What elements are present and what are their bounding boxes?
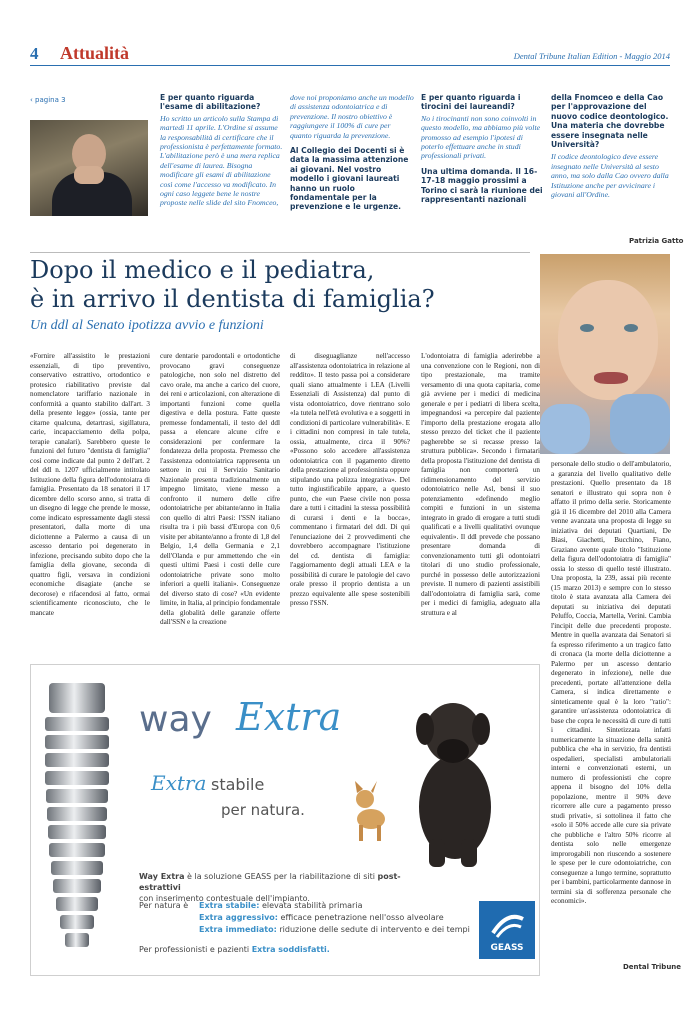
ad-logo-extra: Extra xyxy=(236,695,342,739)
article-paragraph: «Fornire all'assistito le prestazioni essenziali, di tipo preventivo, conservativo estrattivo, ortodontico e protesico riabilitativo previste dal nomenclatore tariffario nazionale in conformità a quanto stabilito dall'art. 3 della presente legge» (ossia, tante per citarne qualcuna, detartrasi, sigillatura, carie, incapacciamento della polpa, terapie canalari). Sarebbero queste le funzioni del futuro "dentista di famiglia" così come indicate dal punto 2 dell'art. 2 del ddl n. 1207 ufficialmente intitolato Istituzione della figura dell'odontoiatra di famiglia. Presentato da 18 senatori il 17 dicembre dello scorso anno, si tratta di un disegno di legge che prende le mosse, come indicato espressamente dagli stessi presentatori, dalla morte di una diciottenne a Palermo a causa di un ascesso dentario poi degenerato in infezione, precisando subito dopo che la famiglia della giovane, seconda di quattro figli, versava in condizioni economiche disagiate (anche se decorose) e rifacendosi al fatto, ormai scientificamente riconosciuto, che le mancate xyxy=(30,352,150,617)
mastiff-image xyxy=(403,689,503,869)
interview-answer: Ho scritto un articolo sulla Stampa di martedì 11 aprile. L'Ordine si assume la responsabilità di certificare che il professionista è perfettamente formato. L'abilitazione però è una mera replica dell'esame di laurea. Bisogna modificare gli esami di abilitazione così come l'accesso va modificato. In ogni caso leggete bene le nostre proposte nelle slide del sito Fnomceo, xyxy=(160,113,283,208)
page-number: 4 xyxy=(30,44,39,63)
interview-col-1 xyxy=(160,93,284,208)
article-paragraph: di diseguaglianze nell'accesso all'assistenza odontoiatrica in relazione al reddito». Il testo passa poi a considerare quali siano attualmente i LEA (Livelli Essenziali di Assistenza) dal punto di vista odontoiatrico, dove rientrano solo «la tutela nell'età evolutiva e a soggetti in condizioni di particolare vulnerabilità». E i cittadini non compresi in tale tutela, ossia, attualmente, circa il 90%? «Possono solo accedere all'assistenza odontoiatrica con il pagamento diretto della prestazione al professionista oppure stipulando una polizza integrativa». Del tutto ingiustificabile appare, a questo punto, che «un Paese civile non possa dare a tutti i cittadini la stessa possibilità di curarsi i denti e la bocca», commentano i firmatari del ddl. Di qui l'enunciazione dei 2 provvedimenti che dovrebbero accompagnare l'istituzione del cd. dentista di famiglia: l'aggiornamento degli attuali LEA e la possibilità di curare le patologie del cavo orale presso il proprio dentista a un prezzo equivalente alle spese sostenibili presso l'SSN. xyxy=(290,352,410,607)
child-eye xyxy=(580,324,594,332)
article-col-2 xyxy=(160,352,280,628)
section-title: Attualità xyxy=(60,43,129,63)
interview-answer: No i tirocinanti non sono coinvolti in questo modello, ma abbiamo più volte promosso ad esempio l'ipotesi di poterlo effettuare anche in studi professionali privati. xyxy=(421,113,541,161)
ad-feature-row xyxy=(199,913,444,922)
article-paragraph: cure dentarie parodontali e ortodontiche provocano gravi conseguenze patologiche, non solo nel distretto del cavo orale, ma anche a carico del cuore, dei reni e articolazioni, con alterazione di importanti funzioni come quella digestiva e della postura. Fatte queste premesse fondamentali, il testo del ddl passa a elencare alcune cifre e considerazioni per confermare la fondatezza della proposta. Premesso che l'assistenza odontoiatrica rappresenta un settore in cui il Servizio Sanitario Nazionale presenta tradizionalmente un impegno limitato, viene messo a confronto il numero delle cifre odontoiatriche per abitante/anno in Italia con quello di altri Paesi: l'SSN italiano risulta tra i più bassi d'Europa con 0,6 visite per abitante/anno a fronte di 1,8 del Belgio, 1,4 della Germania e 2,1 dell'Olanda e pur ammettendo che «in questi ultimi Paesi i costi delle cure odontoiatriche private sono molto inferiori a quelli italiani». Conseguenze del diverso stato di cose? «Un evidente limite, in Italia, al principio fondamentale della globalità delle garanzie offerte dall'SSN e la creazione xyxy=(160,352,280,626)
ad-description xyxy=(139,871,439,904)
ad-footer xyxy=(139,945,330,954)
continued-text: pagina 3 xyxy=(35,96,66,104)
ad-feature-value: riduzione delle sedute di intervento e dei tempi xyxy=(279,925,470,934)
glove xyxy=(610,394,670,454)
ad-feature-key: Extra stabile: xyxy=(199,901,260,910)
way-extra-advertisement[interactable] xyxy=(30,664,540,976)
article-col-3 xyxy=(290,352,410,609)
ad-tagline-natura: per natura. xyxy=(221,801,305,819)
ad-tagline-extra: Extra xyxy=(151,771,207,795)
interview-col-3 xyxy=(421,93,545,204)
continued-link[interactable] xyxy=(30,96,66,104)
section-divider xyxy=(30,252,530,253)
ad-feature-row xyxy=(199,925,470,934)
footer-credit: Dental Tribune xyxy=(623,963,682,971)
ad-feature-key: Extra aggressivo: xyxy=(199,913,278,922)
ad-desc-mid: è la soluzione GEASS per la riabilitazione di siti xyxy=(187,872,375,881)
ad-row-label: Per natura è xyxy=(139,901,189,910)
ad-feature-value: elevata stabilità primaria xyxy=(261,901,363,910)
chevron-left-icon: ‹ xyxy=(30,96,36,104)
ad-footer-key: Extra soddisfatti. xyxy=(251,945,330,954)
ad-footer-text: Per professionisti e pazienti xyxy=(139,945,250,954)
dental-implant-image xyxy=(37,673,117,973)
ad-tagline-stabile: stabile xyxy=(211,775,265,794)
interview-answer: Il codice deontologico deve essere insegnato nelle Università al sesto anno, ma solo dalla Cao ovvero dalla Istituzione anche per avvicinare i giovani all'Ordine. xyxy=(551,152,669,200)
portrait-photo xyxy=(30,120,148,216)
geass-swoosh-icon xyxy=(479,905,535,945)
author-signature: Patrizia Gatto xyxy=(629,237,684,245)
child-mouth xyxy=(594,372,628,384)
child-eye xyxy=(624,324,638,332)
glove xyxy=(540,404,590,454)
ad-desc-brand: Way Extra xyxy=(139,872,185,881)
ad-feature-value: efficace penetrazione nell'osso alveolare xyxy=(280,913,444,922)
interview-answer: dove noi proponiamo anche un modello di assistenza odontoiatrica e di prevenzione. Il nostro obiettivo è raggiungere il 100% di cure per quanto riguarda la prevenzione. xyxy=(290,93,414,140)
interview-question: Una ultima domanda. Il 16-17-18 maggio prossimi a Torino ci sarà la riunione dei rappresentanti nazionali xyxy=(421,166,543,205)
headline-line-1: Dopo il medico e il pediatra, xyxy=(30,256,375,284)
article-subhead: Un ddl al Senato ipotizza avvio e funzioni xyxy=(30,318,264,333)
interview-question: E per quanto riguarda l'esame di abilitazione? xyxy=(160,93,261,112)
article-headline xyxy=(30,256,530,314)
ad-feature-key: Extra immediato: xyxy=(199,925,277,934)
geass-brand-text: GEASS xyxy=(490,943,524,953)
ad-logo-way: way xyxy=(139,699,212,740)
article-paragraph: L'odontoiatra di famiglia aderirebbe a una convenzione con le Regioni, non di tipo prestazionale, ma tramite versamento di una quota capitaria, come già avviene per i medici di medicina generale e per i pediatri di libera scelta, impegnandosi «a percepire dal paziente l'importo della prestazione erogata allo stesso prezzo del ticket che il paziente pagherebbe se si recasse presso la struttura pubblica». Secondo i firmatari della proposta l'istituzione del dentista di famiglia non comporterà un ridimensionamento del servizio odontoiatrico nelle Asl, bensì il suo potenziamento «definendo meglio compiti e funzioni in un sistema integrato in grado di erogare a tutti studi qualificati e a livelli qualitativi ovunque equivalenti». Il ddl prevede che possano presentare domanda di convenzionamento tutti gli odontoiatri titolari di uno studio professionale, purché in possesso delle autorizzazioni previste. Il numero di pazienti assistibili dall'odontoiatra di famiglia sarà, come per i medici di famiglia, adeguato alla struttura e al xyxy=(421,352,540,617)
ad-desc-bold: post-estrattivi xyxy=(139,872,401,892)
interview-question: della Fnomceo e della Cao per l'approvazione del nuovo codice deontologico. Una materia che dovrebbe essere insegnata nelle Università? xyxy=(551,93,669,150)
article-paragraph: personale dello studio o dell'ambulatorio, a garanzia del livello qualitativo delle prestazioni. Quello presentato da 18 senatori e illustrato qui sopra non è affatto il primo della serie. Storicamente già il 16 dicembre del 2010 alla Camera venne avanzata una proposta di legge su iniziativa dei deputati Quartiani, De Biasi, Giachetti, Bucchino, Fiano, Graziano avente quale titolo "Istituzione della figura dell'odontoiatra di famiglia" ossia lo stesso di quello testé illustrato. Una proposta, la 239, assai più recente (15 marzo 2013) e sempre con lo stesso titolo è stata avanzata alla Camera dei deputati su iniziativa dei deputati Peluffo, Coccia, Martella, Verini. Cambia l'incipit delle due precedenti proposte. Mentre in quella avanzata dai Senatori si fa espresso riferimento a un tragico fatto di cronaca (la morte della diciottenne a Palermo per un ascesso dentario degenerato in infezione), nelle due precedenti, portate all'attenzione della Camera, si indica direttamente e sinteticamente qual è la loro "ratio": garantire un'assistenza odontoiatrica di base che copra le necessità di cure di tutti i cittadini. Sintetizzata infatti numericamente la situazione della sanità pubblica che «ha in servizio, fra dentisti ospedalieri, specialisti ambulatoriali interni e convenzionati esterni, un numero di professionisti che copre appena il bisogno del 10% della popolazione, mentre il 90% deve ricorrere alle cure a pagamento presso studi privati», si sottolinea il fatto che «solo il 50% accede alle cure sia private che pubbliche e l'altro 50% ricorre al dentista solo nelle emergenze improrogabili non riuscendo a sostenere le spese per le cure odontoiatriche, con conseguenze a lungo termine, soprattutto per i bambini, particolarmente dannose in termini sia di sofferenza personale che economici». xyxy=(551,460,671,905)
child-dental-photo xyxy=(540,254,670,454)
interview-col-4 xyxy=(551,93,671,199)
edition-label: Dental Tribune Italian Edition - Maggio 2014 xyxy=(513,51,670,61)
interview-col-2 xyxy=(290,93,414,212)
interview-question: Al Collegio dei Docenti si è data la massima attenzione ai giovani. Nel vostro modello i giovani laureati hanno un ruolo fondamentale per la prevenzione e le urgenze. xyxy=(290,146,409,212)
article-col-5 xyxy=(551,460,671,907)
geass-logo[interactable] xyxy=(479,901,535,959)
portrait-hands xyxy=(74,166,104,184)
header-rule xyxy=(30,65,670,66)
headline-line-2: è in arrivo il dentista di famiglia? xyxy=(30,285,435,313)
article-col-1 xyxy=(30,352,150,618)
ad-desc-line2: con inserimento contestuale dell'impianto. xyxy=(139,894,310,903)
article-col-4 xyxy=(421,352,540,618)
chihuahua-image xyxy=(347,779,393,843)
interview-question: E per quanto riguarda i tirocini dei laureandi? xyxy=(421,93,521,112)
ad-feature-row xyxy=(199,901,362,910)
